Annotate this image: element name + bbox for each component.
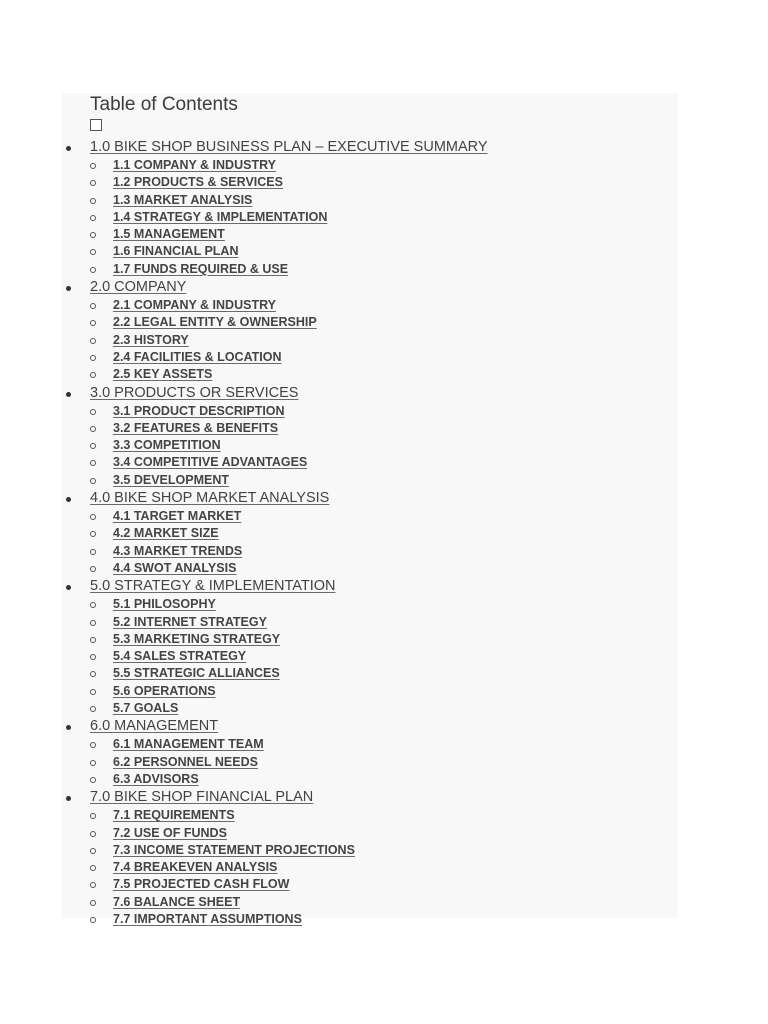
toc-subsection-link[interactable]: 7.5 PROJECTED CASH FLOW bbox=[113, 877, 290, 892]
toc-subsection-link[interactable]: 6.1 MANAGEMENT TEAM bbox=[113, 737, 264, 752]
toc-section bbox=[0, 577, 768, 596]
toc-subsection-link[interactable]: 4.4 SWOT ANALYSIS bbox=[113, 560, 237, 575]
toc-subsection-link[interactable]: 7.2 USE OF FUNDS bbox=[113, 825, 227, 840]
toc-subsection-link[interactable]: 5.2 INTERNET STRATEGY bbox=[113, 614, 267, 629]
toc-subsection bbox=[0, 297, 768, 314]
toc-subsection bbox=[0, 209, 768, 226]
toc-subsection bbox=[0, 157, 768, 174]
toc-subsection bbox=[0, 807, 768, 824]
circle-bullet-icon bbox=[90, 443, 96, 449]
toc-subsection-link[interactable]: 7.4 BREAKEVEN ANALYSIS bbox=[113, 860, 278, 875]
bullet-icon bbox=[66, 725, 71, 730]
circle-bullet-icon bbox=[90, 531, 96, 537]
toc-subsection bbox=[0, 894, 768, 911]
toc-subsection bbox=[0, 454, 768, 471]
toc-subsection bbox=[0, 842, 768, 859]
toc-subsection bbox=[0, 437, 768, 454]
circle-bullet-icon bbox=[90, 620, 96, 626]
circle-bullet-icon bbox=[90, 355, 96, 361]
toc-subsection-link[interactable]: 5.4 SALES STRATEGY bbox=[113, 649, 247, 664]
toc-subsection-link[interactable]: 5.6 OPERATIONS bbox=[113, 683, 216, 698]
toc-subsection bbox=[0, 736, 768, 753]
bullet-icon bbox=[66, 392, 71, 397]
toc-subsection bbox=[0, 403, 768, 420]
toc-subsection-link[interactable]: 4.3 MARKET TRENDS bbox=[113, 543, 243, 558]
toc-subsection bbox=[0, 876, 768, 893]
circle-bullet-icon bbox=[90, 865, 96, 871]
toc-subsection-link[interactable]: 1.3 MARKET ANALYSIS bbox=[113, 192, 253, 207]
circle-bullet-icon bbox=[90, 900, 96, 906]
toc-subsection bbox=[0, 596, 768, 613]
circle-bullet-icon bbox=[90, 602, 96, 608]
toc-section-link[interactable]: 6.0 MANAGEMENT bbox=[90, 718, 219, 735]
toc-section bbox=[0, 489, 768, 508]
toc-section bbox=[0, 788, 768, 807]
toc-subsection-link[interactable]: 2.3 HISTORY bbox=[113, 332, 189, 347]
toc-list bbox=[0, 138, 768, 928]
circle-bullet-icon bbox=[90, 303, 96, 309]
toc-subsection-link[interactable]: 5.7 GOALS bbox=[113, 701, 179, 716]
toc-section-link[interactable]: 7.0 BIKE SHOP FINANCIAL PLAN bbox=[90, 789, 314, 806]
toc-subsection bbox=[0, 525, 768, 542]
toc-subsection bbox=[0, 349, 768, 366]
bullet-icon bbox=[66, 146, 71, 151]
circle-bullet-icon bbox=[90, 848, 96, 854]
toc-subsection-link[interactable]: 7.6 BALANCE SHEET bbox=[113, 894, 241, 909]
circle-bullet-icon bbox=[90, 180, 96, 186]
toc-subsection-link[interactable]: 1.6 FINANCIAL PLAN bbox=[113, 244, 239, 259]
circle-bullet-icon bbox=[90, 514, 96, 520]
circle-bullet-icon bbox=[90, 249, 96, 255]
circle-bullet-icon bbox=[90, 882, 96, 888]
toc-subsection-link[interactable]: 5.5 STRATEGIC ALLIANCES bbox=[113, 666, 280, 681]
toc-section bbox=[0, 138, 768, 157]
toc-subsection-link[interactable]: 1.5 MANAGEMENT bbox=[113, 227, 225, 242]
toc-subsection-link[interactable]: 4.2 MARKET SIZE bbox=[113, 526, 219, 541]
toc-section-link[interactable]: 5.0 STRATEGY & IMPLEMENTATION bbox=[90, 578, 336, 595]
toc-subsection-link[interactable]: 2.4 FACILITIES & LOCATION bbox=[113, 349, 282, 364]
toc-subsection-link[interactable]: 1.1 COMPANY & INDUSTRY bbox=[113, 158, 276, 172]
toc-section-link[interactable]: 1.0 BIKE SHOP BUSINESS PLAN – EXECUTIVE SUMMARY bbox=[90, 139, 488, 155]
toc-subsection bbox=[0, 700, 768, 717]
toc-subsection bbox=[0, 332, 768, 349]
toc-subsection-link[interactable]: 7.1 REQUIREMENTS bbox=[113, 808, 235, 823]
circle-bullet-icon bbox=[90, 460, 96, 466]
toc-subsection bbox=[0, 174, 768, 191]
toc-subsection-link[interactable]: 5.1 PHILOSOPHY bbox=[113, 597, 216, 612]
bullet-icon bbox=[66, 286, 71, 291]
toc-subsection bbox=[0, 614, 768, 631]
bullet-icon bbox=[66, 585, 71, 590]
circle-bullet-icon bbox=[90, 320, 96, 326]
toc-subsection bbox=[0, 754, 768, 771]
toc-subsection-link[interactable]: 7.7 IMPORTANT ASSUMPTIONS bbox=[113, 911, 302, 926]
circle-bullet-icon bbox=[90, 760, 96, 766]
toc-subsection-link[interactable]: 2.2 LEGAL ENTITY & OWNERSHIP bbox=[113, 315, 317, 330]
toc-subsection-link[interactable]: 3.5 DEVELOPMENT bbox=[113, 472, 229, 487]
toc-subsection bbox=[0, 631, 768, 648]
toc-subsection-link[interactable]: 1.4 STRATEGY & IMPLEMENTATION bbox=[113, 209, 328, 224]
toc-toggle-checkbox[interactable] bbox=[90, 119, 102, 131]
toc-subsection bbox=[0, 420, 768, 437]
toc-section-link[interactable]: 2.0 COMPANY bbox=[90, 279, 187, 296]
toc-section-link[interactable]: 4.0 BIKE SHOP MARKET ANALYSIS bbox=[90, 490, 330, 507]
circle-bullet-icon bbox=[90, 409, 96, 415]
toc-section bbox=[0, 717, 768, 736]
circle-bullet-icon bbox=[90, 689, 96, 695]
toc-subsection bbox=[0, 825, 768, 842]
toc-subsection-link[interactable]: 3.3 COMPETITION bbox=[113, 438, 221, 453]
circle-bullet-icon bbox=[90, 566, 96, 572]
toc-subsection-link[interactable]: 3.4 COMPETITIVE ADVANTAGES bbox=[113, 455, 308, 470]
toc-subsection-link[interactable]: 6.2 PERSONNEL NEEDS bbox=[113, 754, 258, 769]
circle-bullet-icon bbox=[90, 426, 96, 432]
circle-bullet-icon bbox=[90, 654, 96, 660]
toc-title: Table of Contents bbox=[90, 94, 238, 115]
circle-bullet-icon bbox=[90, 706, 96, 712]
circle-bullet-icon bbox=[90, 163, 96, 169]
bullet-icon bbox=[66, 796, 71, 801]
toc-subsection bbox=[0, 771, 768, 788]
toc-section bbox=[0, 384, 768, 403]
toc-subsection bbox=[0, 665, 768, 682]
toc-subsection bbox=[0, 226, 768, 243]
circle-bullet-icon bbox=[90, 671, 96, 677]
toc-subsection-link[interactable]: 3.2 FEATURES & BENEFITS bbox=[113, 420, 279, 435]
circle-bullet-icon bbox=[90, 549, 96, 555]
circle-bullet-icon bbox=[90, 372, 96, 378]
circle-bullet-icon bbox=[90, 742, 96, 748]
circle-bullet-icon bbox=[90, 637, 96, 643]
toc-subsection-link[interactable]: 6.3 ADVISORS bbox=[113, 771, 199, 786]
circle-bullet-icon bbox=[90, 478, 96, 484]
toc-subsection-link[interactable]: 3.1 PRODUCT DESCRIPTION bbox=[113, 403, 285, 418]
toc-subsection-link[interactable]: 7.3 INCOME STATEMENT PROJECTIONS bbox=[113, 842, 355, 857]
toc-subsection-link[interactable]: 4.1 TARGET MARKET bbox=[113, 509, 242, 524]
toc-subsection-link[interactable]: 5.3 MARKETING STRATEGY bbox=[113, 631, 281, 646]
toc-section bbox=[0, 278, 768, 297]
toc-subsection-link[interactable]: 2.5 KEY ASSETS bbox=[113, 367, 213, 382]
toc-subsection-link[interactable]: 1.7 FUNDS REQUIRED & USE bbox=[113, 261, 289, 276]
circle-bullet-icon bbox=[90, 917, 96, 923]
circle-bullet-icon bbox=[90, 267, 96, 273]
toc-subsection-link[interactable]: 1.2 PRODUCTS & SERVICES bbox=[113, 175, 283, 190]
circle-bullet-icon bbox=[90, 232, 96, 238]
toc-subsection bbox=[0, 543, 768, 560]
circle-bullet-icon bbox=[90, 813, 96, 819]
toc-subsection bbox=[0, 560, 768, 577]
toc-subsection bbox=[0, 859, 768, 876]
toc-subsection bbox=[0, 508, 768, 525]
toc-subsection bbox=[0, 683, 768, 700]
circle-bullet-icon bbox=[90, 777, 96, 783]
toc-subsection bbox=[0, 192, 768, 209]
circle-bullet-icon bbox=[90, 198, 96, 204]
circle-bullet-icon bbox=[90, 215, 96, 221]
toc-subsection-link[interactable]: 2.1 COMPANY & INDUSTRY bbox=[113, 298, 276, 313]
circle-bullet-icon bbox=[90, 831, 96, 837]
toc-subsection bbox=[0, 648, 768, 665]
toc-subsection bbox=[0, 314, 768, 331]
toc-subsection bbox=[0, 472, 768, 489]
toc-subsection bbox=[0, 366, 768, 383]
toc-subsection bbox=[0, 243, 768, 260]
circle-bullet-icon bbox=[90, 338, 96, 344]
toc-section-link[interactable]: 3.0 PRODUCTS OR SERVICES bbox=[90, 384, 299, 401]
toc-subsection bbox=[0, 911, 768, 928]
toc-subsection bbox=[0, 261, 768, 278]
bullet-icon bbox=[66, 497, 71, 502]
